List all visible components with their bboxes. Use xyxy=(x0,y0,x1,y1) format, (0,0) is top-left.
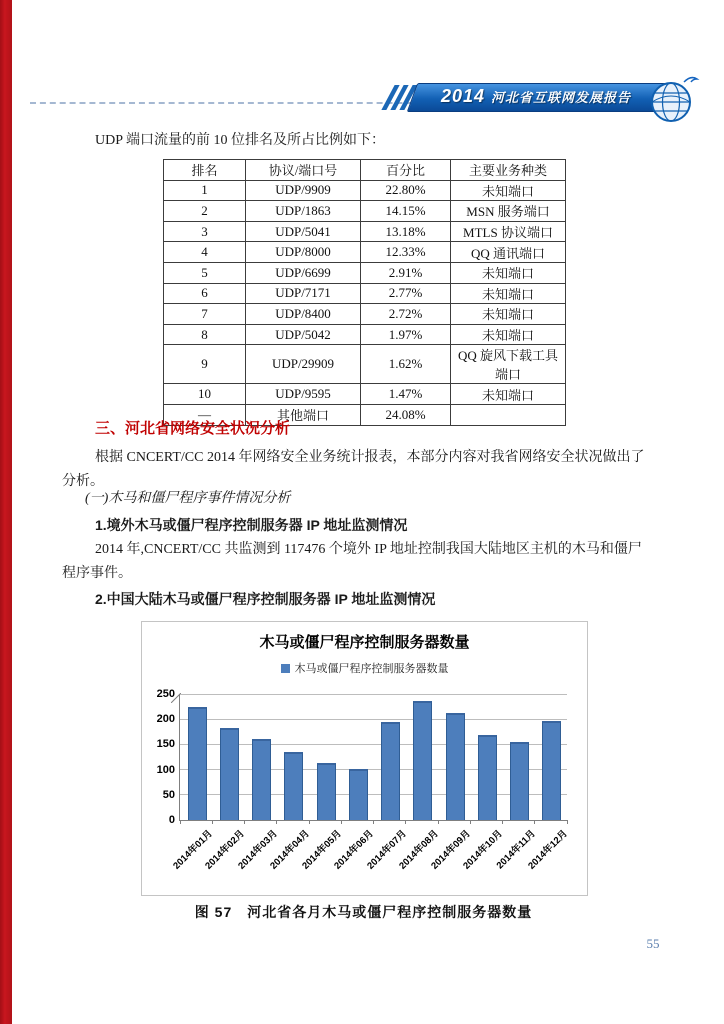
table-cell: QQ 通讯端口 xyxy=(451,242,566,263)
table-cell xyxy=(451,404,566,425)
x-axis-tick-label: 2014年10月 xyxy=(461,828,506,872)
table-cell: 未知端口 xyxy=(451,262,566,283)
y-axis-tick-label: 200 xyxy=(156,713,175,726)
table-header-cell: 排名 xyxy=(164,160,246,181)
gridline xyxy=(180,719,567,720)
section-heading: 三、河北省网络安全状况分析 xyxy=(95,420,291,437)
table-cell: UDP/29909 xyxy=(246,345,361,384)
table-cell: 未知端口 xyxy=(451,384,566,405)
table-cell: 5 xyxy=(164,262,246,283)
table-row xyxy=(164,384,566,405)
table-cell: 未知端口 xyxy=(451,283,566,304)
header-banner-title xyxy=(412,83,660,110)
banner-report-title: 河北省互联网发展报告 xyxy=(491,90,632,105)
x-axis-tick-label: 2014年07月 xyxy=(364,828,409,872)
table-cell: UDP/5042 xyxy=(246,324,361,345)
legend-label: 木马或僵尸程序控制服务器数量 xyxy=(294,663,449,675)
table-cell: 1.97% xyxy=(361,324,451,345)
table-row xyxy=(164,180,566,201)
x-axis-tick-label: 2014年09月 xyxy=(429,828,474,872)
table-cell: 10 xyxy=(164,384,246,405)
table-cell: UDP/9595 xyxy=(246,384,361,405)
table-cell: UDP/1863 xyxy=(246,201,361,222)
table-row xyxy=(164,201,566,222)
chart-legend xyxy=(142,660,587,676)
table-cell: 13.18% xyxy=(361,221,451,242)
x-axis-tick-label: 2014年01月 xyxy=(171,828,216,872)
y-axis-tick-label: 250 xyxy=(156,688,175,700)
paragraph1-line1: 根据 CNCERT/CC 2014 年网络安全业务统计报表，本部分内容对我省网络安全状况做出了 xyxy=(95,450,645,465)
trojan-servers-chart xyxy=(141,621,588,896)
x-axis-tick xyxy=(180,820,181,824)
table-cell: MSN 服务端口 xyxy=(451,201,566,222)
table-cell: UDP/7171 xyxy=(246,283,361,304)
y-axis-tick-label: 150 xyxy=(156,738,175,751)
x-axis-tick-label: 2014年08月 xyxy=(397,828,441,872)
table-header-cell: 协议/端口号 xyxy=(246,160,361,181)
x-axis-tick-label: 2014年06月 xyxy=(332,828,377,872)
chart-title: 木马或僵尸程序控制服务器数量 xyxy=(259,634,470,651)
table-cell: 1 xyxy=(164,180,246,201)
table-cell: UDP/5041 xyxy=(246,221,361,242)
table-row xyxy=(164,304,566,325)
table-row xyxy=(164,324,566,345)
subsection-title: (一)木马和僵尸程序事件情况分析 xyxy=(85,491,291,506)
table-cell: 未知端口 xyxy=(451,324,566,345)
x-axis-tick-label: 2014年12月 xyxy=(526,828,570,872)
x-axis-tick xyxy=(341,820,342,824)
bar-2014年09月 xyxy=(446,713,465,820)
bar-2014年02月 xyxy=(220,728,239,820)
paragraph2-line2: 程序事件。 xyxy=(62,566,132,581)
bar-2014年12月 xyxy=(542,721,561,820)
bar-2014年03月 xyxy=(252,739,271,820)
table-header-row xyxy=(164,160,566,181)
table-cell: 2.91% xyxy=(361,262,451,283)
paragraph2-line1: 2014 年,CNCERT/CC 共监测到 117476 个境外 IP 地址控制我国大陆地区主机的木马和僵尸 xyxy=(95,542,642,557)
globe-icon xyxy=(644,72,700,128)
y-axis-tick-label: 0 xyxy=(168,814,175,826)
table-cell: — xyxy=(164,404,246,425)
gridline xyxy=(180,694,567,695)
table-cell: 4 xyxy=(164,242,246,263)
table-cell: 7 xyxy=(164,304,246,325)
udp-port-table xyxy=(163,159,566,426)
table-row xyxy=(164,242,566,263)
table-header-cell: 主要业务种类 xyxy=(451,160,566,181)
x-axis-tick-label: 2014年03月 xyxy=(235,828,280,872)
header-divider-line xyxy=(30,102,442,104)
table-row xyxy=(164,345,566,384)
table-row xyxy=(164,262,566,283)
x-axis-tick xyxy=(470,820,471,824)
table-cell: 9 xyxy=(164,345,246,384)
table-cell: MTLS 协议端口 xyxy=(451,221,566,242)
x-axis-tick xyxy=(567,820,568,824)
table-cell: 2.72% xyxy=(361,304,451,325)
page-edge-stripe xyxy=(0,0,12,1024)
table-cell: 14.15% xyxy=(361,201,451,222)
figure-caption: 图 57 河北省各月木马或僵尸程序控制服务器数量 xyxy=(194,904,533,920)
bar-2014年11月 xyxy=(510,742,529,820)
page-number: 55 xyxy=(646,936,660,951)
point1-title: 1.境外木马或僵尸程序控制服务器 IP 地址监测情况 xyxy=(95,517,408,533)
table-cell: QQ 旋风下载工具端口 xyxy=(451,345,566,384)
table-cell: 未知端口 xyxy=(451,180,566,201)
table-head xyxy=(164,160,566,181)
bar-2014年01月 xyxy=(188,707,207,820)
table-header-cell: 百分比 xyxy=(361,160,451,181)
table-row xyxy=(164,283,566,304)
bar-2014年08月 xyxy=(413,701,432,820)
bar-2014年05月 xyxy=(317,763,336,820)
x-axis-tick xyxy=(438,820,439,824)
table-cell: UDP/9909 xyxy=(246,180,361,201)
table-cell: 22.80% xyxy=(361,180,451,201)
bar-2014年04月 xyxy=(284,752,303,820)
x-axis-tick xyxy=(244,820,245,824)
table-cell: 2 xyxy=(164,201,246,222)
y-axis-tick-label: 50 xyxy=(162,788,175,801)
x-axis-tick xyxy=(309,820,310,824)
table-cell: 3 xyxy=(164,221,246,242)
x-axis-tick-label: 2014年04月 xyxy=(268,828,312,872)
x-axis-tick xyxy=(276,820,277,824)
table-cell: 8 xyxy=(164,324,246,345)
point2-title: 2.中国大陆木马或僵尸程序控制服务器 IP 地址监测情况 xyxy=(95,591,436,607)
bar-2014年07月 xyxy=(381,722,400,820)
intro-text: UDP 端口流量的前 10 位排名及所占比例如下： xyxy=(95,133,385,148)
table-row xyxy=(164,221,566,242)
table-cell: 1.62% xyxy=(361,345,451,384)
y-axis-tick-label: 100 xyxy=(156,763,175,776)
table-body xyxy=(164,180,566,425)
x-axis-tick xyxy=(502,820,503,824)
x-axis-tick xyxy=(405,820,406,824)
banner-year: 2014 xyxy=(440,86,486,106)
x-axis-tick-label: 2014年02月 xyxy=(203,828,248,872)
table-cell: UDP/8400 xyxy=(246,304,361,325)
table-cell: UDP/8000 xyxy=(246,242,361,263)
table-cell: 其他端口 xyxy=(246,404,361,425)
x-axis-tick-label: 2014年11月 xyxy=(494,828,538,872)
bar-2014年06月 xyxy=(349,769,368,820)
bar-2014年10月 xyxy=(478,735,497,820)
table-cell: UDP/6699 xyxy=(246,262,361,283)
x-axis-tick xyxy=(373,820,374,824)
table-cell: 2.77% xyxy=(361,283,451,304)
table-cell: 12.33% xyxy=(361,242,451,263)
x-axis-tick-label: 2014年05月 xyxy=(300,828,345,872)
x-axis-tick xyxy=(534,820,535,824)
paragraph1-line2: 分析。 xyxy=(62,474,104,489)
x-axis-tick xyxy=(212,820,213,824)
chart-plot-area xyxy=(156,688,570,872)
table-cell: 未知端口 xyxy=(451,304,566,325)
table-cell: 24.08% xyxy=(361,404,451,425)
table-cell: 1.47% xyxy=(361,384,451,405)
table-cell: 6 xyxy=(164,283,246,304)
legend-marker-icon xyxy=(281,664,290,673)
